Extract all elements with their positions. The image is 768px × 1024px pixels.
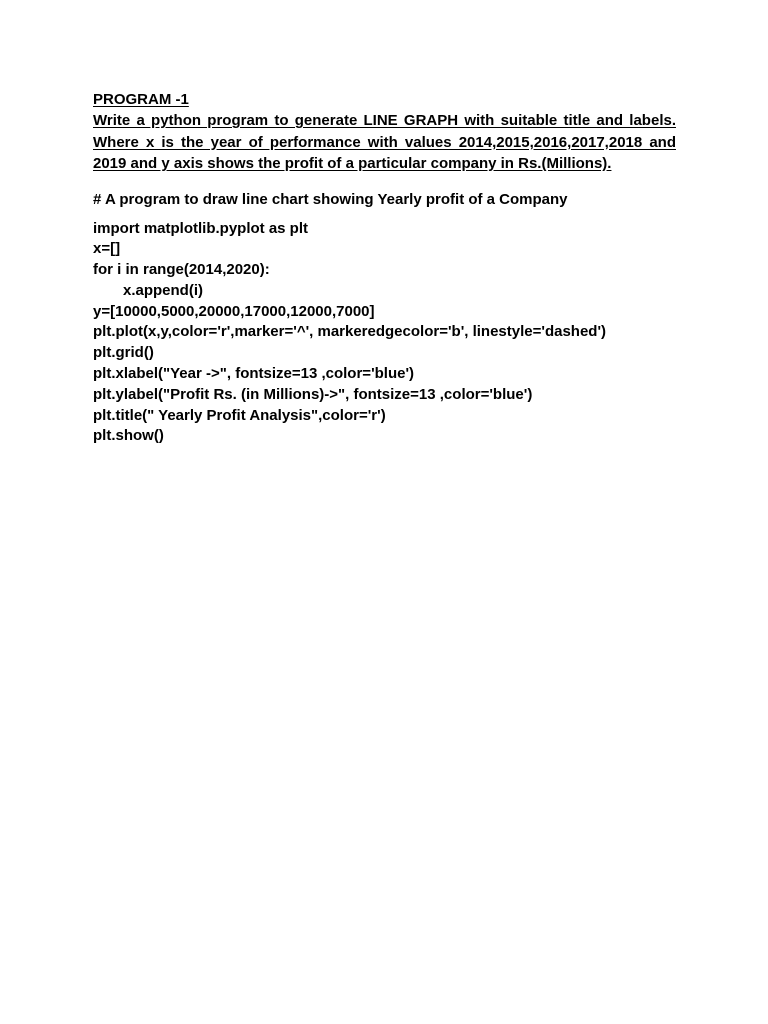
code-line: plt.grid() — [93, 344, 154, 362]
code-line: plt.title(" Yearly Profit Analysis",color='r') — [93, 406, 386, 424]
code-line: for i in range(2014,2020): — [93, 261, 270, 279]
question-text: Write a python program to generate LINE GRAPH with suitable title and labels. Where x is the year of performance with values 2014,2015,2016,2017,2018 and 2019 and y axis shows the profit of a particular company in Rs.(Millions). — [93, 112, 676, 172]
program-heading: PROGRAM -1 — [93, 91, 189, 108]
code-block — [93, 219, 676, 448]
code-line: import matplotlib.pyplot as plt — [93, 219, 308, 237]
code-line: y=[10000,5000,20000,17000,12000,7000] — [93, 302, 375, 320]
code-line: plt.show() — [93, 427, 164, 445]
code-line: x.append(i) — [123, 281, 204, 299]
code-comment: # A program to draw line chart showing Yearly profit of a Company — [93, 190, 568, 208]
code-line: plt.xlabel("Year ->", fontsize=13 ,color='blue') — [93, 365, 415, 383]
code-line: x=[] — [93, 240, 121, 258]
code-line: plt.plot(x,y,color='r',marker='^', markeredgecolor='b', linestyle='dashed') — [93, 323, 607, 341]
code-line: plt.ylabel("Profit Rs. (in Millions)->", fontsize=13 ,color='blue') — [93, 385, 533, 403]
document-content — [93, 89, 676, 447]
